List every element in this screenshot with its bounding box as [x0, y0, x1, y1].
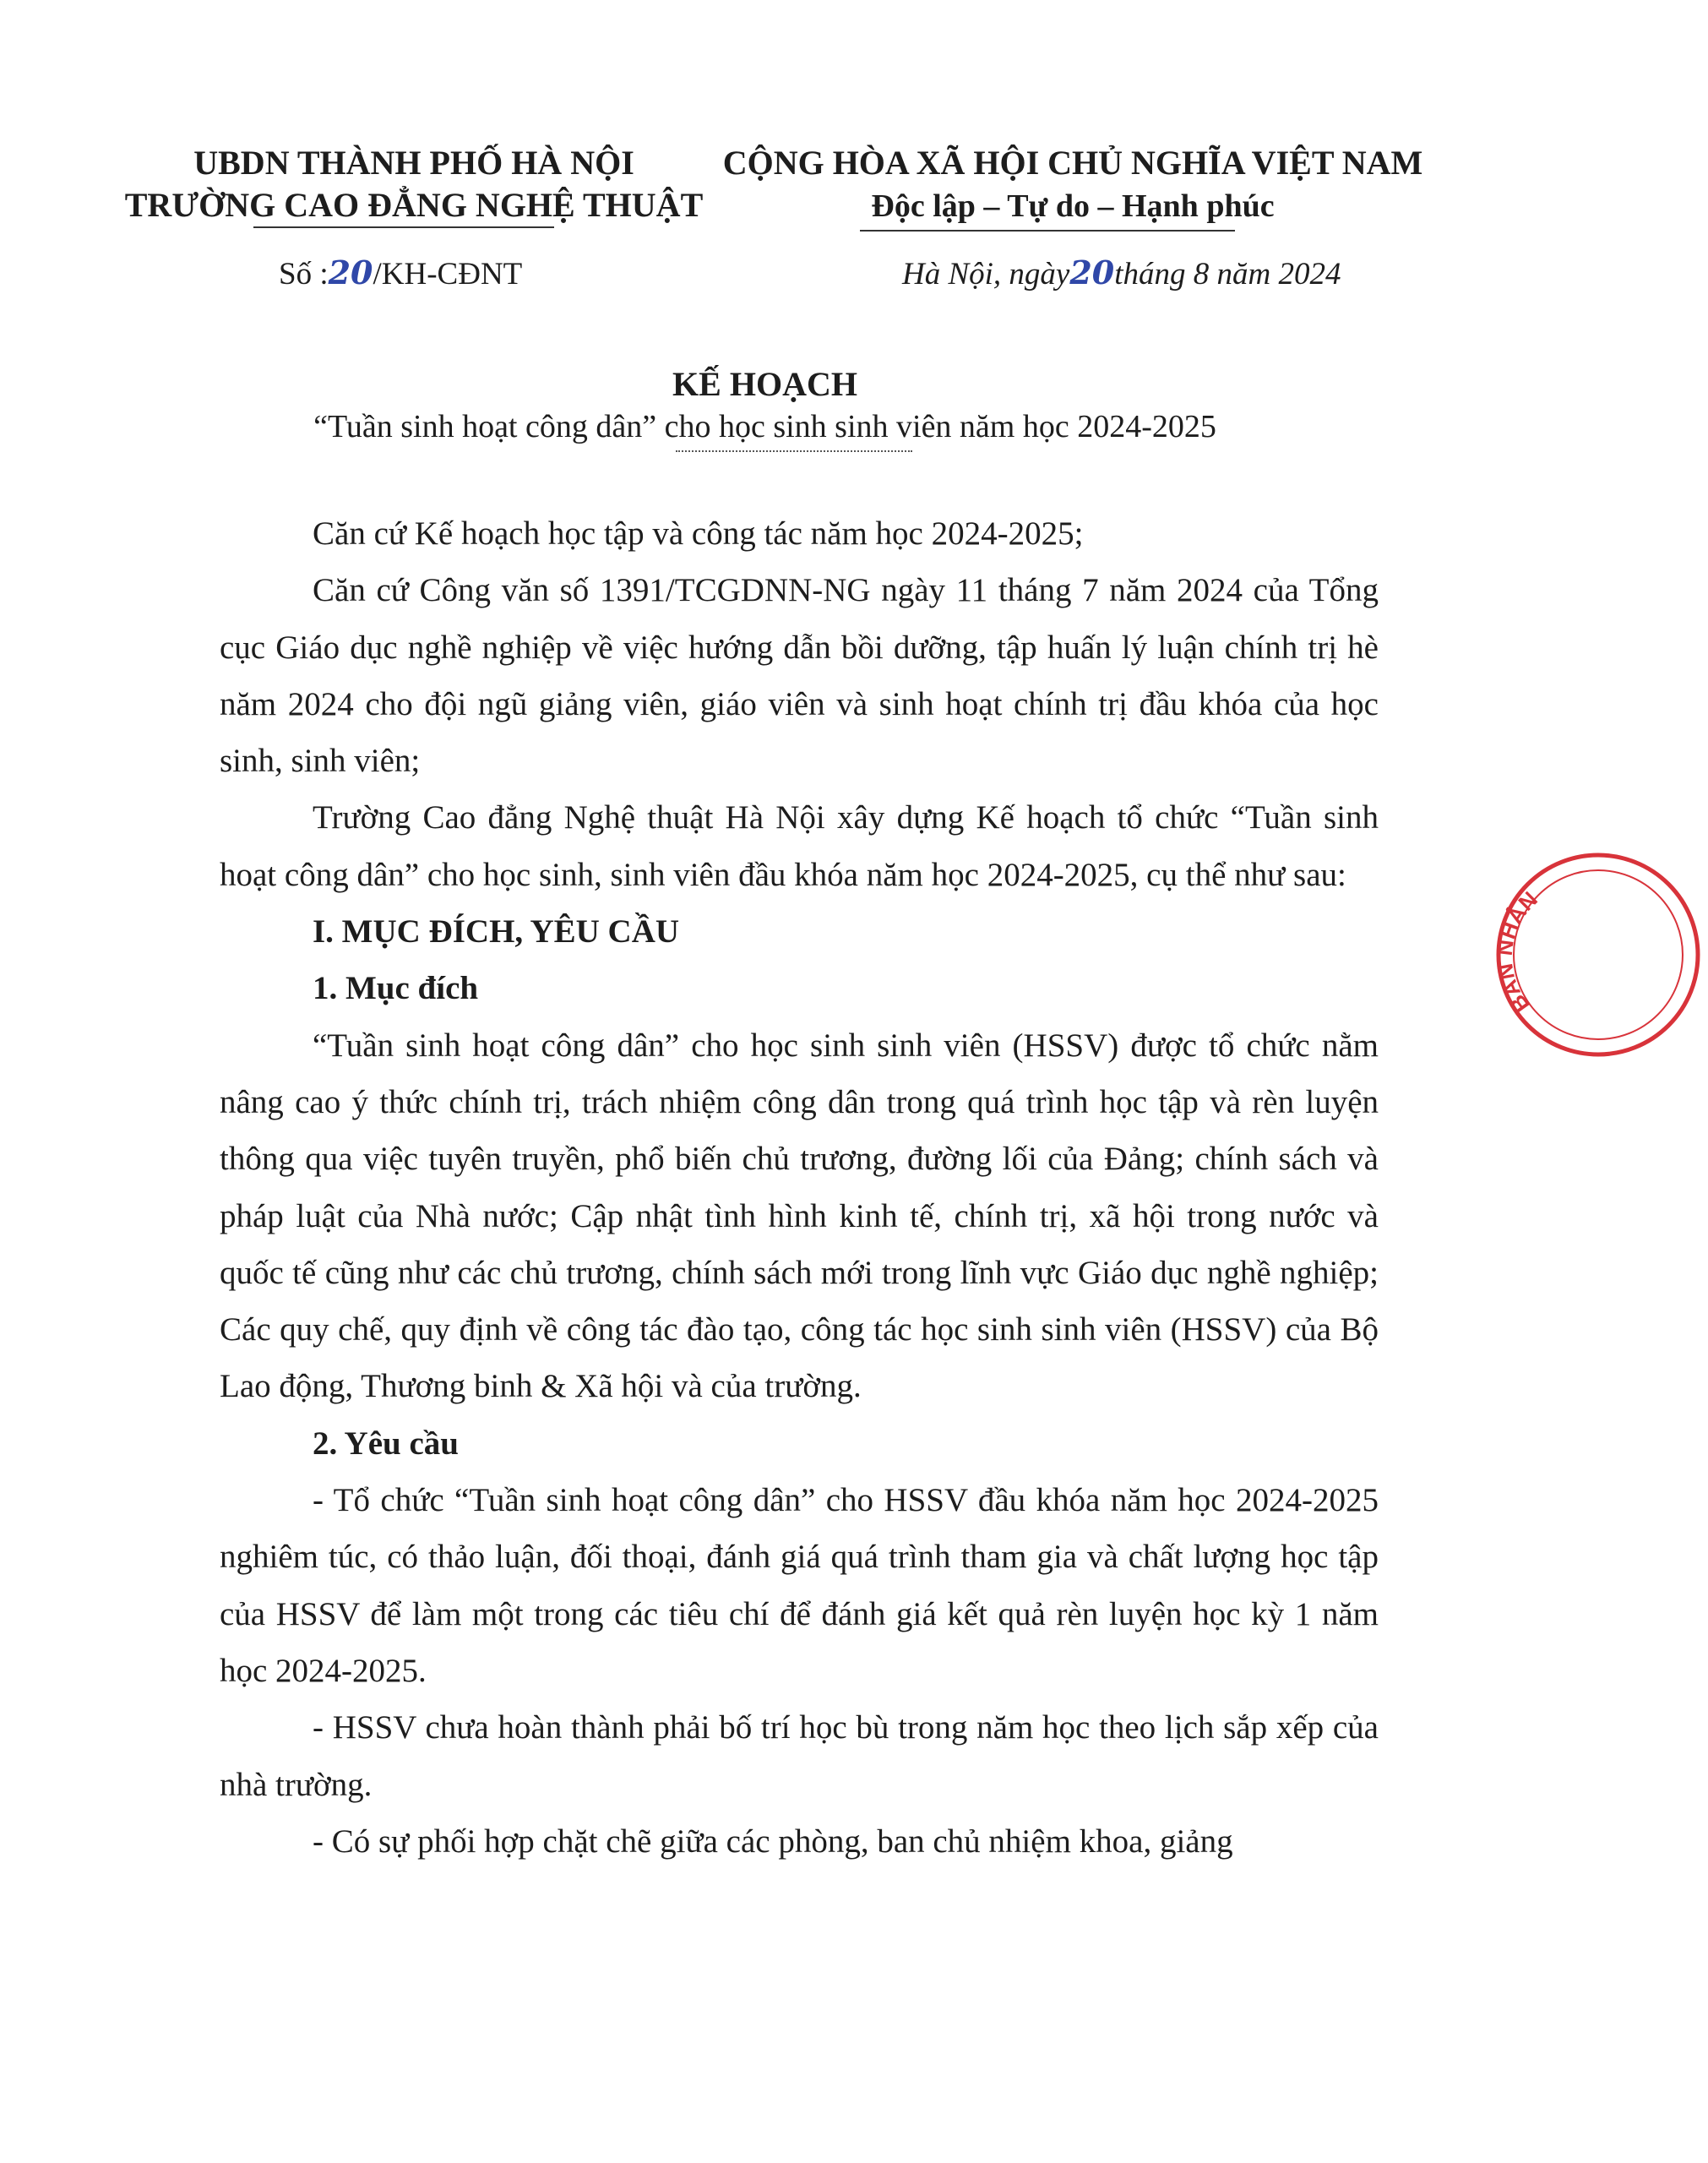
document-title: KẾ HOẠCH — [672, 365, 857, 403]
motto-underline — [860, 230, 1235, 232]
paragraph-basis-2: Căn cứ Công văn số 1391/TCGDNN-NG ngày 11 tháng 7 năm 2024 của Tổng cục Giáo dục nghề nghiệp về việc hướng dẫn bồi dưỡng, tập huấn lý luận chính trị hè năm 2024 cho đội ngũ giảng viên, giáo viên và sinh hoạt chính trị đầu khóa của học sinh, sinh viên; — [220, 572, 1379, 780]
document-subtitle: “Tuần sinh hoạt công dân” cho học sinh sinh viên năm học 2024-2025 — [313, 409, 1216, 444]
subsection-requirements-heading: 2. Yêu cầu — [313, 1425, 459, 1462]
org-line-1: UBDN THÀNH PHỐ HÀ NỘI — [193, 144, 634, 182]
issuing-organization — [110, 142, 718, 226]
red-seal-stamp — [1488, 845, 1708, 1065]
date-suffix: tháng 8 năm 2024 — [1114, 257, 1341, 291]
section-1-heading: I. MỤC ĐÍCH, YÊU CẦU — [313, 913, 680, 951]
date-prefix: Hà Nội, ngày — [902, 257, 1070, 291]
org-line-2: TRƯỜNG CAO ĐẲNG NGHỆ THUẬT — [124, 186, 704, 224]
paragraph-intro: Trường Cao đẳng Nghệ thuật Hà Nội xây dựng Kế hoạch tổ chức “Tuần sinh hoạt công dân” cho học sinh, sinh viên đầu khóa năm học 2024-2025, cụ thể như sau: — [220, 799, 1379, 893]
national-header — [718, 142, 1428, 227]
subtitle-underline — [676, 450, 912, 452]
stamp-outer-ring — [1499, 855, 1698, 1054]
nation-motto: Độc lập – Tự do – Hạnh phúc — [871, 188, 1275, 224]
stamp-inner-ring — [1514, 870, 1683, 1039]
date-day-handwritten: 20 — [1069, 253, 1115, 291]
doc-number-prefix: Số : — [279, 257, 329, 291]
org-underline — [253, 226, 554, 228]
purpose-paragraph: “Tuần sinh hoạt công dân” cho học sinh sinh viên (HSSV) được tổ chức nằm nâng cao ý thức chính trị, trách nhiệm công dân trong quá trình học tập và rèn luyện thông qua việc tuyên truyền, phổ biến chủ trương, đường lối của Đảng; chính sách và pháp luật của Nhà nước; Cập nhật tình hình kinh tế, chính trị, xã hội trong nước và quốc tế cũng như các chủ trương, chính sách mới trong lĩnh vực Giáo dục nghề nghiệp; Các quy chế, quy định về công tác đào tạo, công tác học sinh sinh viên (HSSV) của Bộ Lao động, Thương binh & Xã hội và của trường. — [220, 1027, 1379, 1405]
document-body — [220, 505, 1379, 1870]
document-number — [279, 253, 522, 294]
nation-line-1: CỘNG HÒA XÃ HỘI CHỦ NGHĨA VIỆT NAM — [722, 144, 1423, 182]
subsection-purpose-heading: 1. Mục đích — [313, 970, 479, 1007]
requirement-item: - Tổ chức “Tuần sinh hoạt công dân” cho HSSV đầu khóa năm học 2024-2025 nghiêm túc, có thảo luận, đối thoại, đánh giá quá trình tham gia và chất lượng học tập của HSSV để làm một trong các tiêu chí để đánh giá kết quả rèn luyện học kỳ 1 năm học 2024-2025. — [220, 1482, 1379, 1689]
doc-number-suffix: /KH-CĐNT — [373, 257, 523, 291]
document-date — [902, 253, 1341, 294]
doc-number-handwritten: 20 — [328, 253, 373, 291]
requirement-item: - Có sự phối hợp chặt chẽ giữa các phòng, ban chủ nhiệm khoa, giảng — [313, 1822, 1233, 1860]
requirement-item: - HSSV chưa hoàn thành phải bố trí học bù trong năm học theo lịch sắp xếp của nhà trường. — [220, 1709, 1379, 1803]
stamp-text: BAN NHÂN — [1491, 886, 1542, 1018]
paragraph-basis-1: Căn cứ Kế hoạch học tập và công tác năm học 2024-2025; — [313, 515, 1084, 552]
